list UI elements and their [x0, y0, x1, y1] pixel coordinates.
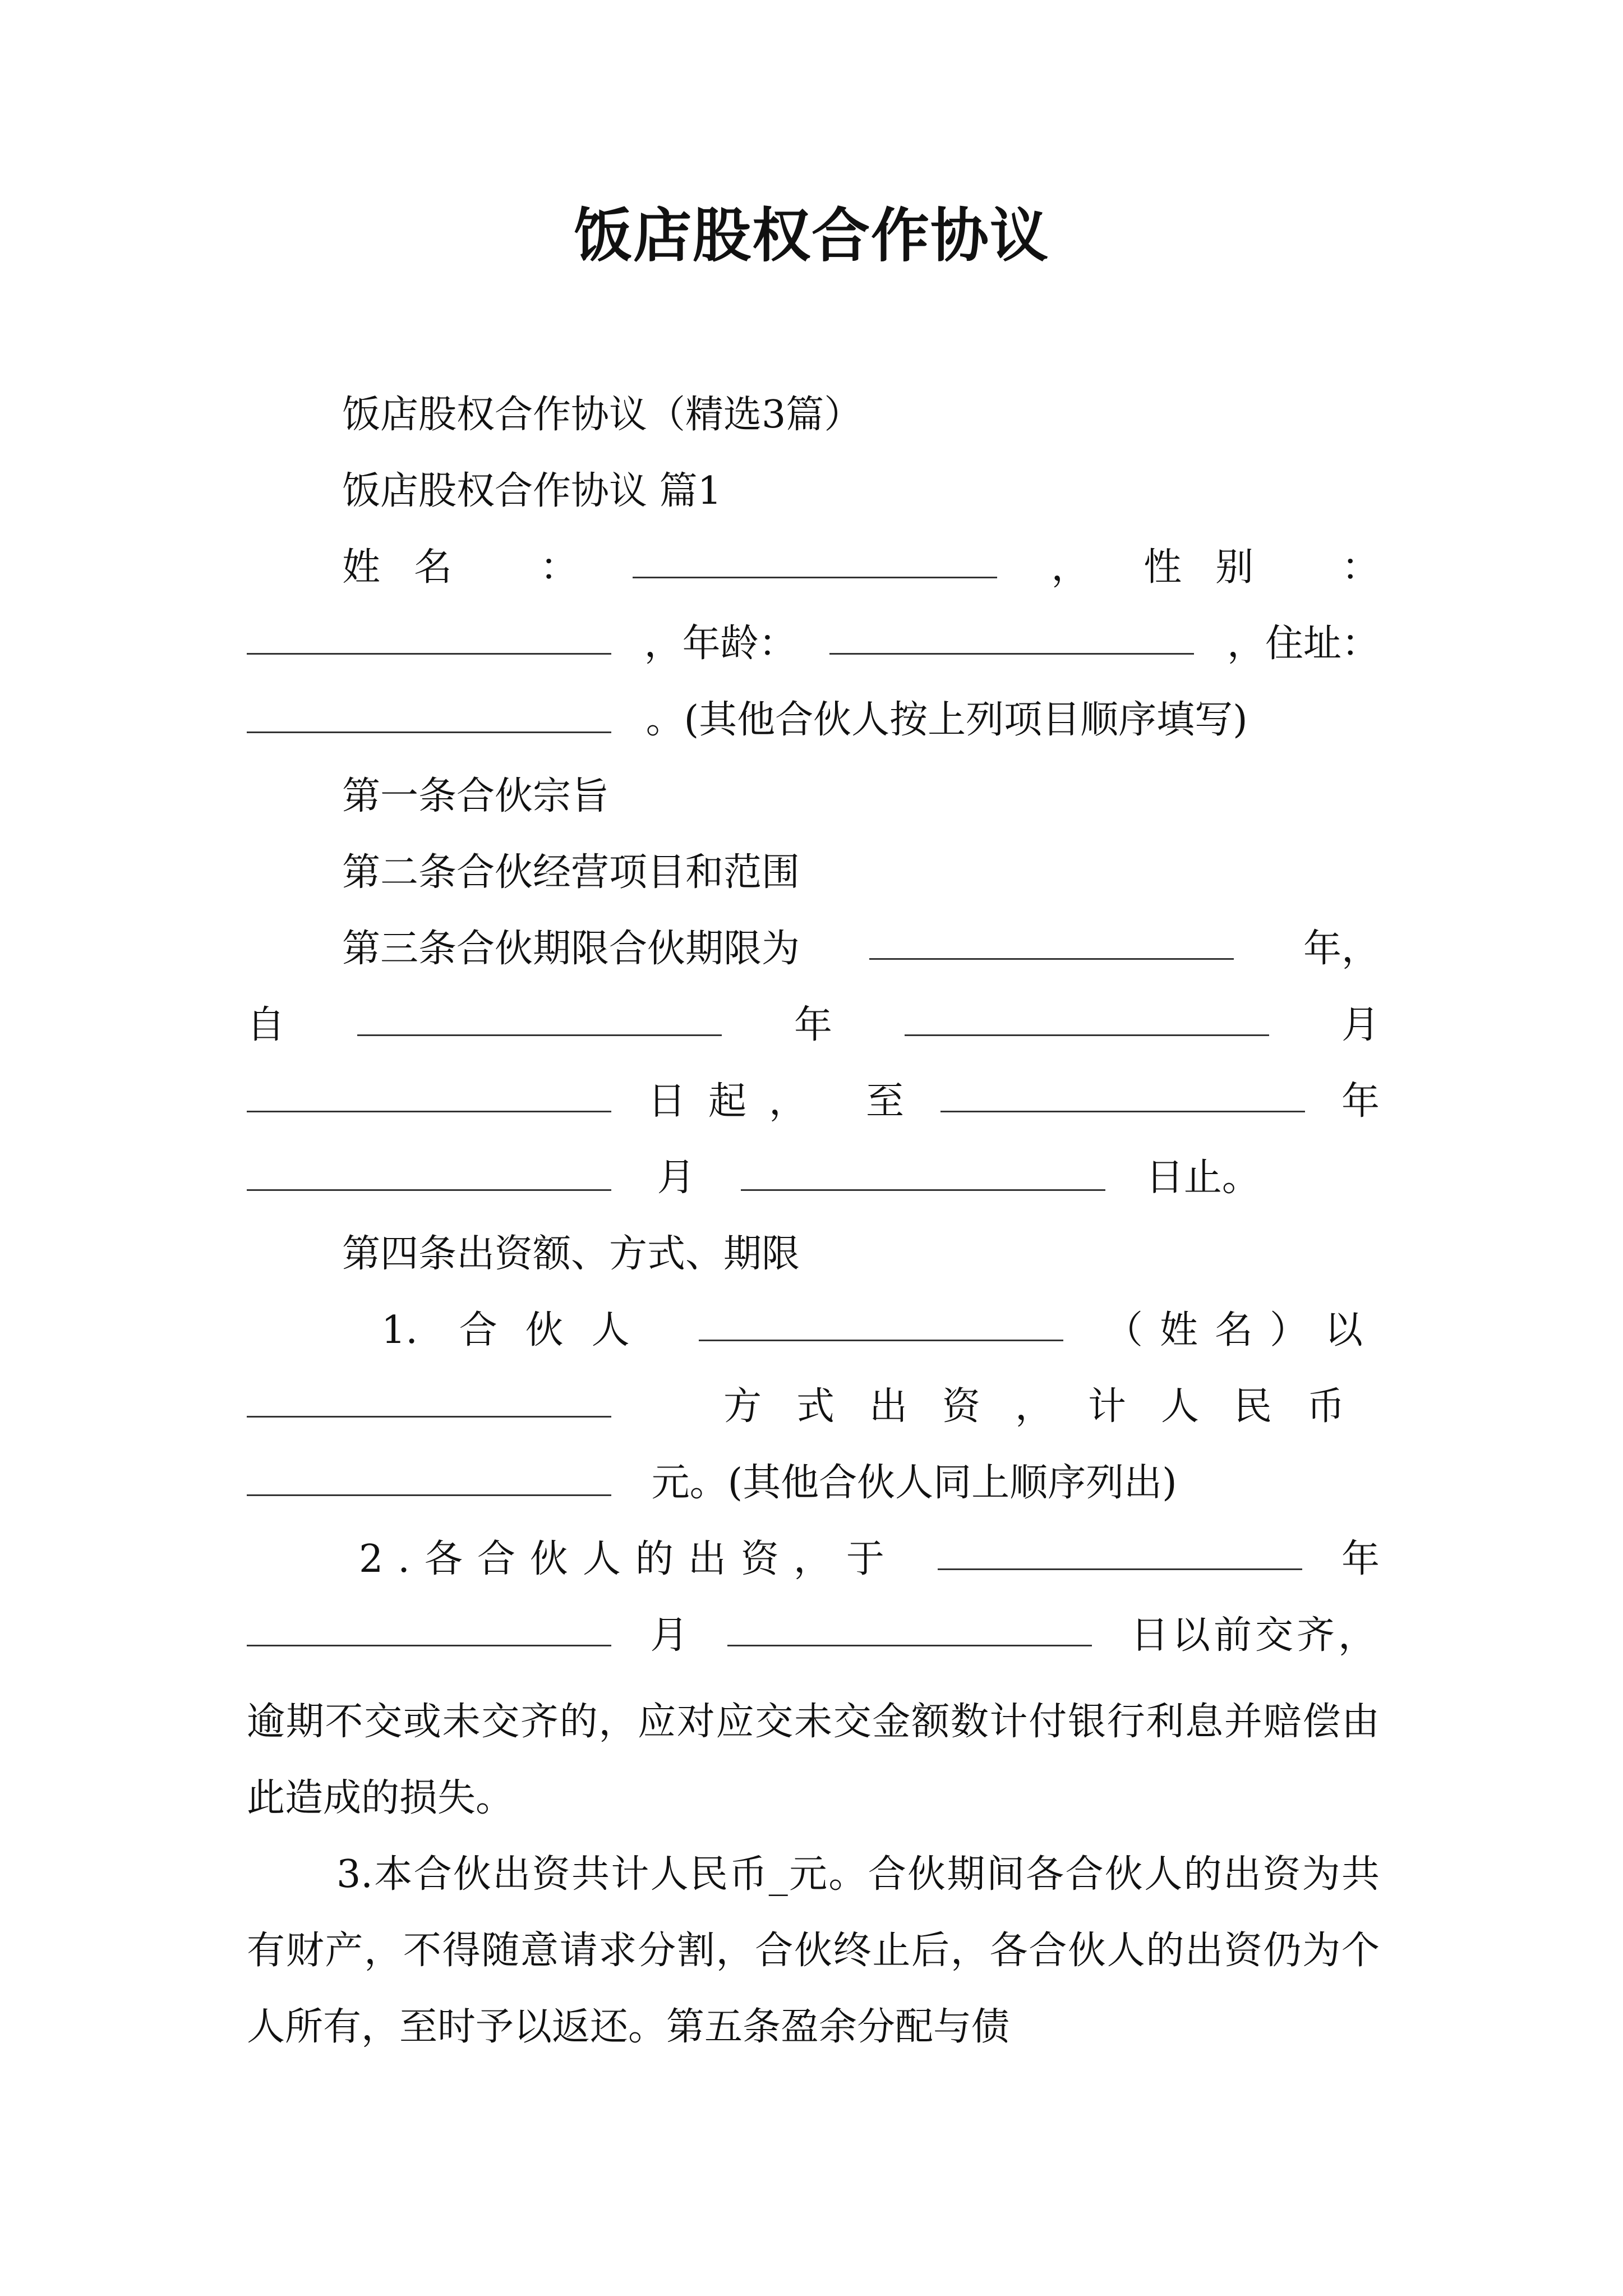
amount-blank — [247, 1491, 611, 1496]
article-4-item-1-line-1 — [247, 1303, 1380, 1359]
article-2: 第二条合伙经营项目和范围 — [342, 850, 800, 895]
item-2-day: 日以前交齐， — [1130, 1613, 1380, 1658]
due-year-blank — [938, 1565, 1302, 1570]
colon: ： — [540, 545, 578, 590]
month-label: 月 — [1341, 1003, 1380, 1047]
article-3-line-4 — [247, 1150, 1380, 1206]
day-from-label: 日起， — [647, 1079, 829, 1124]
item-1-name: （姓名）以 — [1104, 1308, 1380, 1352]
age-blank — [829, 650, 1194, 655]
subtitle: 饭店股权合作协议（精选3篇） — [342, 393, 863, 437]
year-label: 年 — [794, 1003, 832, 1047]
due-month-blank — [247, 1641, 611, 1646]
chapter-heading: 饭店股权合作协议 篇1 — [342, 469, 722, 513]
method-blank — [247, 1412, 611, 1418]
colon: ： — [1341, 545, 1380, 590]
partner-blank — [699, 1336, 1063, 1341]
item-2-year: 年 — [1341, 1537, 1380, 1581]
article-3-line-2 — [247, 997, 1380, 1053]
article-4-item-2-line-1 — [247, 1531, 1380, 1588]
article-3-lead: 第三条合伙期限合伙期限为 — [342, 927, 800, 971]
address-blank — [247, 728, 611, 733]
article-4-item-1-line-3 — [247, 1455, 1380, 1511]
article-4-item-2-rest: 逾期不交或未交齐的，应对应交未交金额数计付银行利息并赔偿由此造成的损失。 — [247, 1700, 1380, 1820]
address-label: ，住址： — [1227, 622, 1380, 666]
gender-label: 性别 — [1144, 545, 1288, 590]
item-1-number: 1. — [381, 1308, 418, 1352]
due-day-blank — [727, 1641, 1092, 1646]
article-4-heading: 第四条出资额、方式、期限 — [342, 1232, 800, 1276]
year-label: 年 — [1341, 1079, 1380, 1124]
comma: ， — [1051, 545, 1090, 590]
article-1: 第一条合伙宗旨 — [342, 774, 610, 818]
item-1-method: 方式出资，计人民币 — [723, 1384, 1380, 1429]
party-line-3 — [247, 692, 1380, 748]
term-years-blank — [869, 955, 1234, 960]
age-label: ，年龄： — [644, 622, 797, 666]
name-blank — [633, 573, 997, 578]
month-label: 月 — [657, 1156, 695, 1200]
day-end-label: 日止。 — [1145, 1156, 1260, 1200]
start-year-blank — [357, 1031, 722, 1036]
from-label: 自 — [247, 1003, 285, 1047]
to-label: 至 — [865, 1079, 904, 1124]
party-line-2 — [247, 616, 1380, 672]
start-day-blank — [247, 1107, 611, 1112]
article-4-item-2-line-2 — [247, 1608, 1380, 1664]
document-title: 饭店股权合作协议 — [573, 201, 1049, 270]
start-month-blank — [905, 1031, 1269, 1036]
year-comma: 年， — [1303, 927, 1380, 971]
name-label: 姓名 — [342, 545, 486, 590]
end-year-blank — [940, 1107, 1305, 1112]
item-2-lead: 2.各合伙人的出资，于 — [359, 1537, 899, 1581]
item-1-text: 合伙人 — [459, 1308, 658, 1352]
article-3-line-3 — [247, 1074, 1380, 1130]
gender-blank — [247, 650, 611, 655]
article-4-item-1-line-2 — [247, 1379, 1380, 1435]
end-month-blank — [247, 1186, 611, 1191]
item-2-month: 月 — [650, 1613, 689, 1658]
article-3-line-1 — [247, 921, 1380, 977]
article-4-item-3: 3.本合伙出资共计人民币_元。合伙期间各合伙人的出资为共有财产，不得随意请求分割，合伙终止后，各合伙人的出资仍为个人所有，至时予以返还。第五条盈余分配与债 — [247, 1852, 1380, 2049]
party-note: 。(其他合伙人按上列项目顺序填写) — [645, 698, 1248, 742]
party-line-1 — [247, 540, 1380, 596]
item-1-end: 元。(其他合伙人同上顺序列出) — [651, 1461, 1177, 1505]
end-day-blank — [741, 1186, 1105, 1191]
